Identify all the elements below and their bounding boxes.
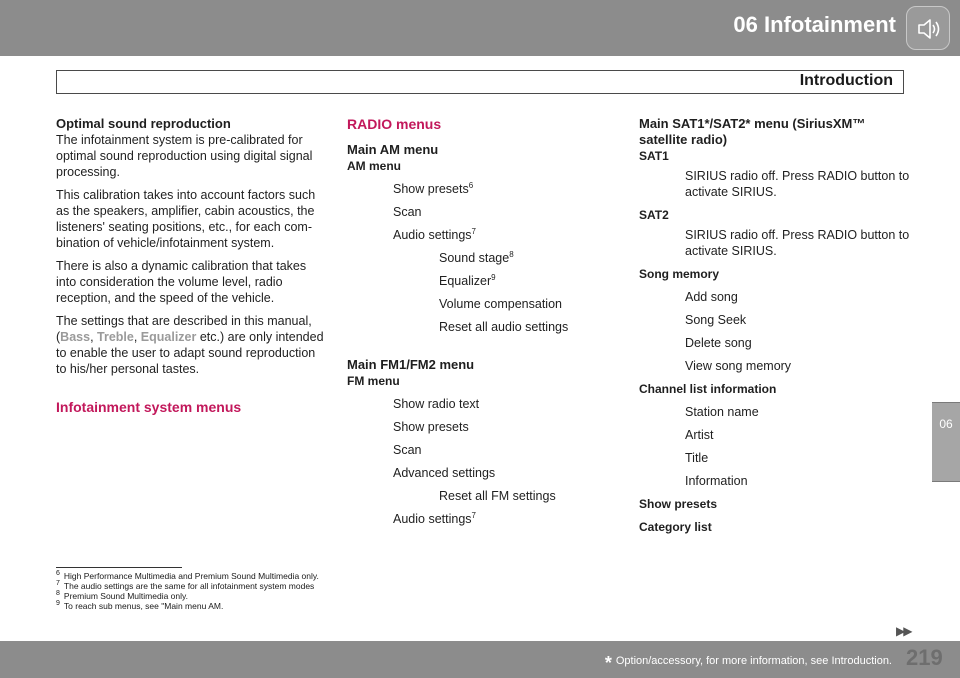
menu-item-view-song-memory: View song memory (685, 359, 792, 373)
separator: , (90, 330, 98, 344)
paragraph-2: This calibration takes into account factors such as the speakers, amplifier, cabin acoustics, the listeners' seating positions, etc., for each com-bination of vehicle/infotainment system. (56, 188, 316, 250)
paragraph-1: The infotainment system is pre-calibrated for optimal sound reproduction using digital signal processing. (56, 133, 313, 179)
menu-item-station-name: Station name (685, 405, 759, 419)
am-menu-heading: Main AM menu (347, 142, 439, 157)
column-right (639, 116, 911, 535)
menu-item-advanced-settings: Advanced settings (393, 466, 496, 480)
show-presets-label: Show presets (639, 497, 718, 511)
header-bar (0, 0, 960, 56)
paragraph-3: There is also a dynamic calibration that takes into consideration the volume level, radio reception, and the speed of the vehicle. (56, 259, 307, 305)
paragraph-4 (56, 313, 324, 377)
menu-item-scan: Scan (393, 205, 422, 219)
menu-item-delete-song: Delete song (685, 336, 752, 350)
footnote-9: $^9$ To reach sub menus, see "Main menu AM. (56, 600, 224, 611)
footer-note: * Option/accessory, for more information, see Introduction. (604, 653, 892, 673)
sat1-description: SIRIUS radio off. Press RADIO button to activate SIRIUS. (685, 169, 910, 199)
menu-item-artist: Artist (685, 428, 714, 442)
equalizer-term: Equalizer (140, 330, 197, 344)
menu-item-volume-compensation: Volume compensation (439, 297, 562, 311)
sat2-label: SAT2 (639, 208, 669, 222)
infotainment-menus-heading: Infotainment system menus (56, 399, 242, 415)
menu-item-reset-audio: Reset all audio settings (439, 320, 569, 334)
double-arrow-right-icon: ▶▶ (896, 624, 911, 638)
column-left (56, 116, 324, 415)
chapter-title: 06 Infotainment (733, 12, 896, 37)
channel-list-label: Channel list information (639, 382, 777, 396)
section-header (56, 70, 904, 94)
fm-submenu-label: FM menu (347, 374, 400, 388)
menu-item-show-presets: Show presets (393, 420, 469, 434)
option-star: * (604, 653, 612, 673)
paragraph-4-end: etc.) are only intended to enable the user to adapt sound reproduction to his/her personal tastes. (56, 330, 324, 376)
sat1-label: SAT1 (639, 149, 669, 163)
sat-menu-heading: Main SAT1*/SAT2* menu (SiriusXM™ satellite radio) (639, 116, 866, 147)
separator: , (133, 330, 141, 344)
footnote-7: $^7$ The audio settings are the same for all infotainment system modes (56, 580, 315, 591)
menu-item-equalizer: Equalizer$^9$ (439, 272, 496, 288)
menu-item-audio-settings: Audio settings$^7$ (393, 510, 476, 526)
menu-item-scan: Scan (393, 443, 422, 457)
footnote-8: $^8$ Premium Sound Multimedia only. (56, 590, 188, 601)
menu-item-song-seek: Song Seek (685, 313, 747, 327)
menu-item-sound-stage: Sound stage$^8$ (439, 249, 514, 265)
menu-item-reset-fm: Reset all FM settings (439, 489, 556, 503)
footnotes (56, 571, 319, 611)
menu-item-audio-settings: Audio settings$^7$ (393, 226, 476, 242)
menu-item-title: Title (685, 451, 709, 465)
bass-term: Bass (60, 330, 91, 344)
chapter-side-tab (932, 402, 960, 482)
footer-bar (0, 641, 960, 678)
song-memory-label: Song memory (639, 267, 720, 281)
menu-item-show-radio-text: Show radio text (393, 397, 480, 411)
fm-menu-heading: Main FM1/FM2 menu (347, 357, 475, 372)
side-tab-label: 06 (939, 417, 953, 431)
category-list-label: Category list (639, 520, 712, 534)
menu-item-add-song: Add song (685, 290, 738, 304)
paragraph-4-start: The settings that are described in this manual, ( (56, 314, 312, 344)
page-number: 219 (906, 645, 943, 670)
menu-item-information: Information (685, 474, 748, 488)
radio-menus-heading: RADIO menus (347, 116, 442, 132)
column-middle (347, 116, 602, 534)
optimal-sound-heading: Optimal sound reproduction (56, 116, 231, 131)
section-title: Introduction (799, 72, 893, 89)
treble-term: Treble (97, 330, 134, 344)
menu-item-show-presets: Show presets$^6$ (393, 180, 474, 196)
am-submenu-label: AM menu (347, 159, 401, 173)
footnote-divider (56, 567, 182, 568)
speaker-icon (906, 6, 950, 50)
sat2-description: SIRIUS radio off. Press RADIO button to activate SIRIUS. (685, 228, 910, 258)
footnote-6: $^6$ High Performance Multimedia and Premium Sound Multimedia only. (56, 570, 319, 581)
